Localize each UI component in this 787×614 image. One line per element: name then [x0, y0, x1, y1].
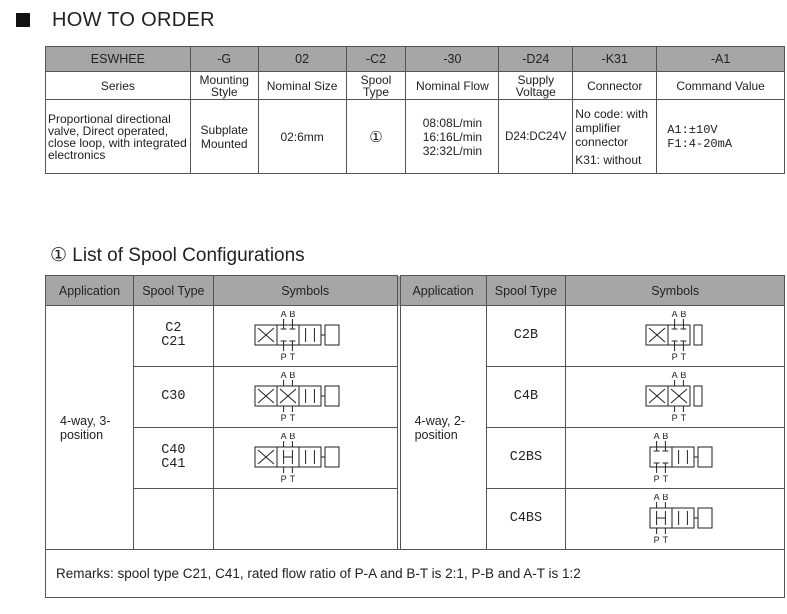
envelope-box: [650, 447, 672, 467]
header-symbols: Symbols: [566, 276, 785, 306]
symbol-cell: [213, 367, 397, 428]
spool-symbol-c30: [245, 372, 365, 422]
spool-symbol-c2bs: [630, 433, 720, 483]
header-spool-type: Spool Type: [486, 276, 566, 306]
flow-values: [406, 100, 499, 174]
name-command: Command Value: [657, 72, 785, 100]
order-value-row: [46, 100, 785, 174]
envelope-box: [299, 325, 321, 345]
left-application: 4-way, 3-position: [46, 306, 134, 550]
flow-value: 16:16L/min: [422, 129, 483, 144]
spool-code: C2B: [486, 306, 566, 367]
spool-code: C4B: [486, 367, 566, 428]
spool-code: C4BS: [486, 489, 566, 550]
name-flow: Nominal Flow: [406, 72, 499, 100]
spool-code: C30: [133, 367, 213, 428]
symbol-cell: [566, 306, 785, 367]
port-b-label: B: [289, 433, 296, 441]
envelope-box: [672, 447, 694, 467]
spring-icon: [694, 325, 702, 345]
spool-symbol-c4bs: [630, 494, 720, 544]
symbol-cell: [213, 428, 397, 489]
spool-code: C40 C41: [133, 428, 213, 489]
symbol-cell: [566, 489, 785, 550]
spool-row: [46, 306, 785, 367]
port-b-label: B: [680, 372, 687, 380]
connector-option: No code: with amplifier connector: [575, 106, 648, 149]
code-size: 02: [258, 47, 346, 72]
envelope-box: [672, 508, 694, 528]
port-a-label: A: [671, 311, 678, 319]
name-voltage: Supply Voltage: [499, 72, 573, 100]
code-voltage: -D24: [499, 47, 573, 72]
voltage-value: D24:DC24V: [499, 100, 573, 174]
header-spool-type: Spool Type: [133, 276, 213, 306]
envelope-box: [299, 386, 321, 406]
spool-value: ①: [346, 100, 406, 174]
series-description: Proportional directional valve, Direct operated, close loop, with integrated electronics: [46, 100, 191, 174]
right-application: 4-way, 2-position: [400, 306, 486, 550]
connector-option: K31: without: [575, 152, 642, 167]
port-t-label: T: [680, 413, 687, 422]
order-title: HOW TO ORDER: [52, 9, 215, 31]
code-spool: -C2: [346, 47, 406, 72]
connector-values: [573, 100, 657, 174]
flow-value: 08:08L/min: [422, 115, 483, 130]
solenoid-icon: [325, 447, 339, 467]
symbol-cell: [566, 428, 785, 489]
code-command: -A1: [657, 47, 785, 72]
remark-text: Remarks: spool type C21, C41, rated flow ratio of P-A and B-T is 2:1, P-B and A-T is 1:2: [46, 550, 785, 598]
solenoid-icon: [325, 386, 339, 406]
port-a-label: A: [653, 494, 660, 502]
solenoid-icon: [698, 508, 712, 528]
spring-icon: [694, 386, 702, 406]
port-p-label: P: [671, 413, 678, 422]
port-t-label: T: [680, 352, 687, 361]
header-symbols: Symbols: [213, 276, 397, 306]
port-p-label: P: [653, 474, 660, 483]
spool-symbol-c2: [245, 311, 365, 361]
port-b-label: B: [662, 433, 669, 441]
spool-list-title: ① List of Spool Configurations: [50, 245, 305, 266]
name-spool: Spool Type: [346, 72, 406, 100]
command-values: [657, 100, 785, 174]
command-option: F1:4-20mA: [667, 136, 733, 151]
name-size: Nominal Size: [258, 72, 346, 100]
name-connector: Connector: [573, 72, 657, 100]
remark-row: [46, 550, 785, 598]
command-option: A1:±10V: [667, 122, 718, 137]
port-t-label: T: [289, 413, 296, 422]
spool-table: [45, 275, 785, 598]
spool-code: C2BS: [486, 428, 566, 489]
spool-symbol-c40: [245, 433, 365, 483]
port-p-label: P: [280, 474, 287, 483]
port-b-label: B: [680, 311, 687, 319]
title-square-icon: [16, 13, 30, 27]
port-a-label: A: [280, 311, 287, 319]
name-mounting: Mounting Style: [190, 72, 258, 100]
port-b-label: B: [289, 372, 296, 380]
port-a-label: A: [653, 433, 660, 441]
spool-symbol-c4b: [630, 372, 720, 422]
mounting-value: Subplate Mounted: [190, 100, 258, 174]
header-application: Application: [46, 276, 134, 306]
symbol-cell: [213, 306, 397, 367]
code-series: ESWHEE: [46, 47, 191, 72]
port-t-label: T: [289, 352, 296, 361]
code-connector: -K31: [573, 47, 657, 72]
port-b-label: B: [289, 311, 296, 319]
header-application: Application: [400, 276, 486, 306]
port-a-label: A: [671, 372, 678, 380]
spool-code: [133, 489, 213, 550]
code-flow: -30: [406, 47, 499, 72]
port-p-label: P: [280, 413, 287, 422]
port-t-label: T: [289, 474, 296, 483]
spool-code: C2 C21: [133, 306, 213, 367]
name-series: Series: [46, 72, 191, 100]
symbol-cell: [213, 489, 397, 550]
spool-symbol-c2b: [630, 311, 720, 361]
port-a-label: A: [280, 372, 287, 380]
spool-header-row: [46, 276, 785, 306]
port-b-label: B: [662, 494, 669, 502]
port-t-label: T: [662, 535, 669, 544]
order-name-row: [46, 72, 785, 100]
flow-value: 32:32L/min: [422, 143, 483, 158]
port-p-label: P: [653, 535, 660, 544]
envelope-box: [299, 447, 321, 467]
size-value: 02:6mm: [258, 100, 346, 174]
order-code-row: [46, 47, 785, 72]
port-a-label: A: [280, 433, 287, 441]
order-table: [45, 46, 785, 174]
symbol-cell: [566, 367, 785, 428]
solenoid-icon: [698, 447, 712, 467]
solenoid-icon: [325, 325, 339, 345]
port-p-label: P: [280, 352, 287, 361]
code-mounting: -G: [190, 47, 258, 72]
port-p-label: P: [671, 352, 678, 361]
port-t-label: T: [662, 474, 669, 483]
envelope-box: [277, 325, 299, 345]
envelope-box: [668, 325, 690, 345]
